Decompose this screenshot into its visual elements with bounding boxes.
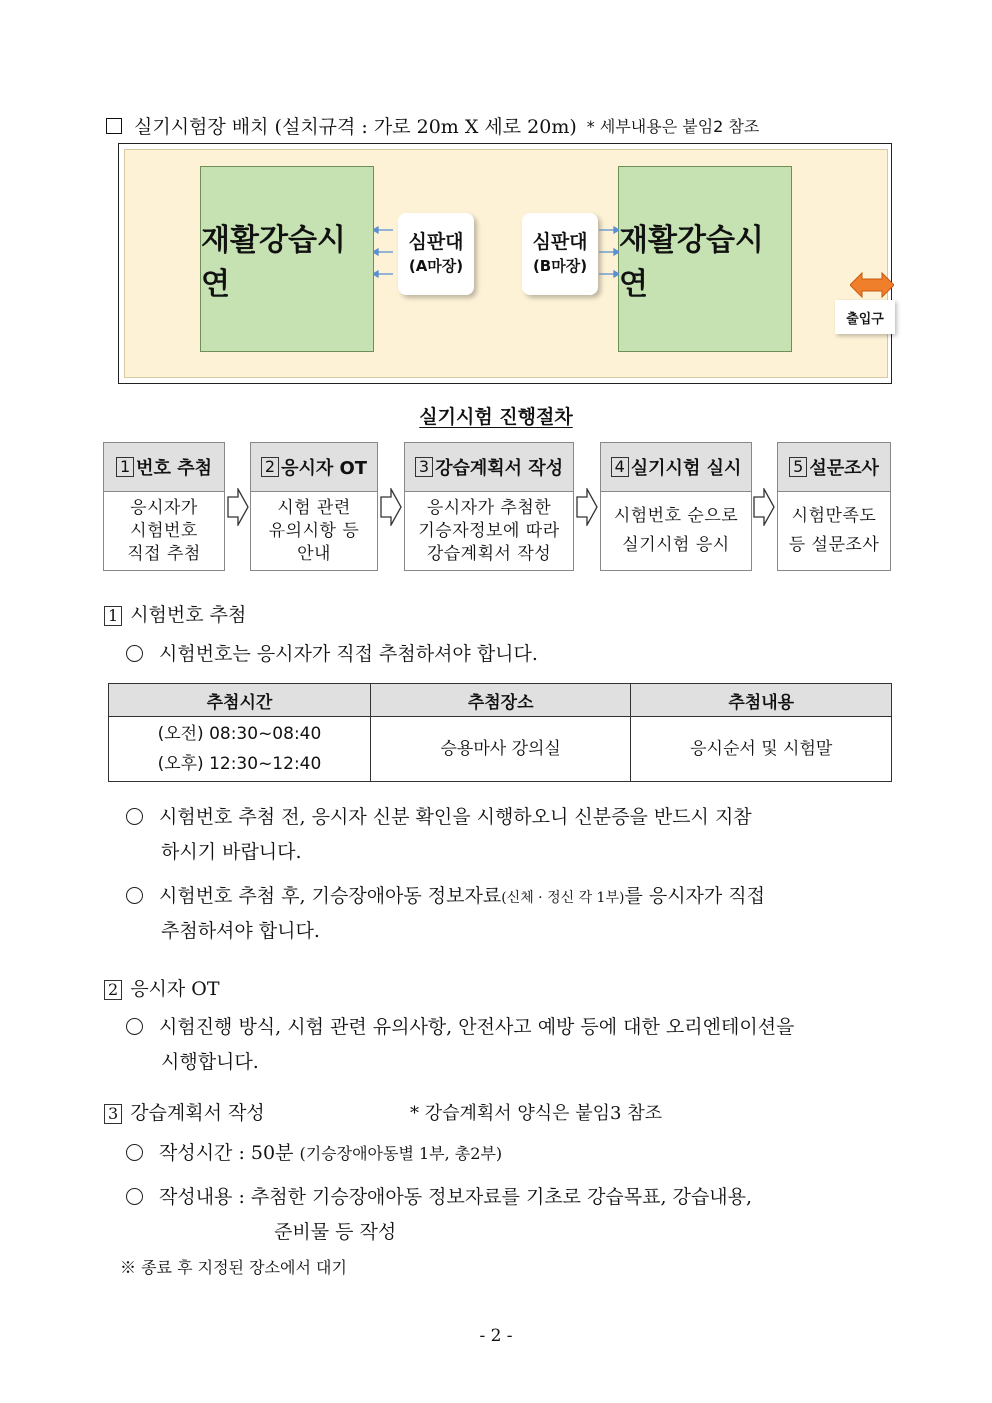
step-number: 2 bbox=[261, 457, 279, 477]
section-2-bullet-1 bbox=[126, 1010, 794, 1045]
bullet-circle-icon bbox=[126, 808, 143, 825]
entrance-double-arrow-icon bbox=[850, 271, 894, 299]
step-number: 5 bbox=[789, 457, 807, 477]
section-1-bullet-3-cont: 추첨하셔야 합니다. bbox=[161, 920, 320, 942]
stage-right: 재활강습시연 bbox=[618, 166, 792, 352]
table-header-row bbox=[109, 684, 892, 717]
section-title: 응시자 OT bbox=[130, 978, 220, 1000]
judge-b-sub: (B마장) bbox=[532, 257, 588, 275]
section-3-heading bbox=[104, 1098, 265, 1125]
stage-left: 재활강습시연 bbox=[200, 166, 374, 352]
step-title: 응시자 OT bbox=[281, 458, 368, 479]
step-title: 번호 추첨 bbox=[136, 458, 212, 479]
bullet-text: 작성시간 : 50분 bbox=[159, 1142, 294, 1164]
procedure-step-2 bbox=[250, 442, 378, 571]
time-am: (오전) 08:30~08:40 bbox=[157, 724, 322, 744]
step-desc-line: 유의시항 등 bbox=[268, 520, 360, 541]
step-desc-line: 강습계획서 작성 bbox=[426, 543, 552, 564]
section-3-bullet-2 bbox=[126, 1180, 752, 1215]
checkbox-square-icon bbox=[106, 118, 122, 134]
step-arrow-icon bbox=[753, 488, 775, 526]
step-title: 실기시험 실시 bbox=[630, 458, 742, 479]
step-arrow-icon bbox=[227, 488, 249, 526]
step-desc-line: 등 설문조사 bbox=[788, 535, 880, 555]
judge-a-label: 심판대 bbox=[408, 231, 464, 253]
step-desc-line: 실기시험 응시 bbox=[622, 535, 730, 555]
step-desc-line: 안내 bbox=[297, 543, 331, 564]
section-number: 1 bbox=[104, 606, 122, 626]
bullet-circle-icon bbox=[126, 1188, 143, 1205]
section-1-bullet-2 bbox=[126, 800, 752, 835]
judge-b-label: 심판대 bbox=[532, 231, 588, 253]
step-arrow-icon bbox=[576, 488, 598, 526]
judge-stand-b bbox=[522, 213, 598, 295]
judge-a-sub: (A마장) bbox=[408, 257, 464, 275]
table-header: 추첨내용 bbox=[631, 684, 892, 717]
step-desc-line: 시험 관련 bbox=[277, 497, 351, 518]
section-1-bullet-2-cont: 하시기 바랍니다. bbox=[161, 841, 302, 863]
procedure-step-4 bbox=[600, 442, 752, 571]
layout-heading-note: * 세부내용은 붙임2 참조 bbox=[586, 117, 760, 136]
step-title: 설문조사 bbox=[809, 458, 879, 479]
time-pm: (오후) 12:30~12:40 bbox=[157, 754, 322, 774]
bullet-text: 시험번호 추첨 후, 기승장애아동 정보자료 bbox=[159, 885, 502, 907]
step-number: 1 bbox=[116, 457, 134, 477]
section-1-bullet-3 bbox=[126, 879, 765, 916]
step-desc-line: 기승자정보에 따라 bbox=[418, 520, 560, 541]
bullet-text: 시험번호는 응시자가 직접 추첨하셔야 합니다. bbox=[159, 643, 538, 665]
section-number: 2 bbox=[104, 980, 122, 1000]
procedure-step-3 bbox=[404, 442, 574, 571]
bullet-circle-icon bbox=[126, 887, 143, 904]
section-title: 시험번호 추첨 bbox=[130, 604, 247, 626]
step-desc-line: 응시자가 bbox=[130, 497, 198, 518]
table-cell-content: 응시순서 및 시험말 bbox=[631, 717, 892, 782]
judge-b-arrows-icon bbox=[599, 220, 619, 280]
entrance-label: 출입구 bbox=[835, 300, 895, 334]
step-desc-line: 응시자가 추첨한 bbox=[426, 497, 552, 518]
step-number: 4 bbox=[611, 457, 629, 477]
step-desc-line: 시험번호 순으로 bbox=[613, 506, 739, 526]
section-3-bullet-1 bbox=[126, 1136, 502, 1171]
bullet-circle-icon bbox=[126, 1018, 143, 1035]
step-desc-line: 시험번호 bbox=[130, 520, 198, 541]
section-3-bullet-2-cont: 준비물 등 작성 bbox=[274, 1221, 397, 1243]
bullet-small-text: (신체 · 정신 각 1부) bbox=[501, 890, 625, 906]
bullet-text: 시험번호 추첨 전, 응시자 신분 확인을 시행하오니 신분증을 반드시 지참 bbox=[159, 806, 752, 828]
procedure-step-5 bbox=[777, 442, 891, 571]
section-3-footnote: ※ 종료 후 지정된 장소에서 대기 bbox=[120, 1258, 347, 1277]
step-title: 강습계획서 작성 bbox=[435, 458, 564, 479]
step-number: 3 bbox=[415, 457, 433, 477]
table-row bbox=[109, 717, 892, 782]
section-number: 3 bbox=[104, 1104, 122, 1124]
section-3-note: * 강습계획서 양식은 붙임3 참조 bbox=[410, 1103, 662, 1124]
section-1-heading bbox=[104, 600, 246, 627]
bullet-circle-icon bbox=[126, 645, 143, 662]
bullet-small-text: (기승장애아동별 1부, 총2부) bbox=[299, 1144, 503, 1163]
procedure-title: 실기시험 진행절차 bbox=[419, 406, 573, 428]
procedure-step-1 bbox=[103, 442, 225, 571]
venue-layout-diagram bbox=[118, 143, 892, 384]
judge-a-arrows-icon bbox=[373, 220, 395, 280]
draw-schedule-table bbox=[108, 683, 892, 782]
section-2-bullet-1-cont: 시행합니다. bbox=[161, 1051, 259, 1073]
page-number: - 2 - bbox=[479, 1326, 513, 1346]
bullet-text: 를 응시자가 직접 bbox=[624, 885, 766, 907]
section-1-bullet-1 bbox=[126, 637, 538, 672]
section-title: 강습계획서 작성 bbox=[130, 1102, 265, 1124]
table-header: 추첨시간 bbox=[109, 684, 371, 717]
step-desc-line: 시험만족도 bbox=[791, 506, 877, 526]
table-cell-place: 승용마사 강의실 bbox=[370, 717, 631, 782]
step-arrow-icon bbox=[380, 488, 402, 526]
venue-ground bbox=[124, 149, 888, 378]
table-header: 추첨장소 bbox=[370, 684, 631, 717]
layout-heading-text: 실기시험장 배치 (설치규격 : 가로 20m X 세로 20m) bbox=[134, 116, 577, 138]
layout-heading bbox=[106, 112, 759, 139]
bullet-circle-icon bbox=[126, 1144, 143, 1161]
section-2-heading bbox=[104, 974, 220, 1001]
step-desc-line: 직접 추첨 bbox=[127, 543, 201, 564]
bullet-text: 시험진행 방식, 시험 관련 유의사항, 안전사고 예방 등에 대한 오리엔테이션을 bbox=[159, 1016, 795, 1038]
table-cell-time bbox=[109, 717, 371, 782]
judge-stand-a bbox=[398, 213, 474, 295]
bullet-text: 작성내용 : 추첨한 기승장애아동 정보자료를 기초로 강습목표, 강습내용, bbox=[159, 1186, 753, 1208]
